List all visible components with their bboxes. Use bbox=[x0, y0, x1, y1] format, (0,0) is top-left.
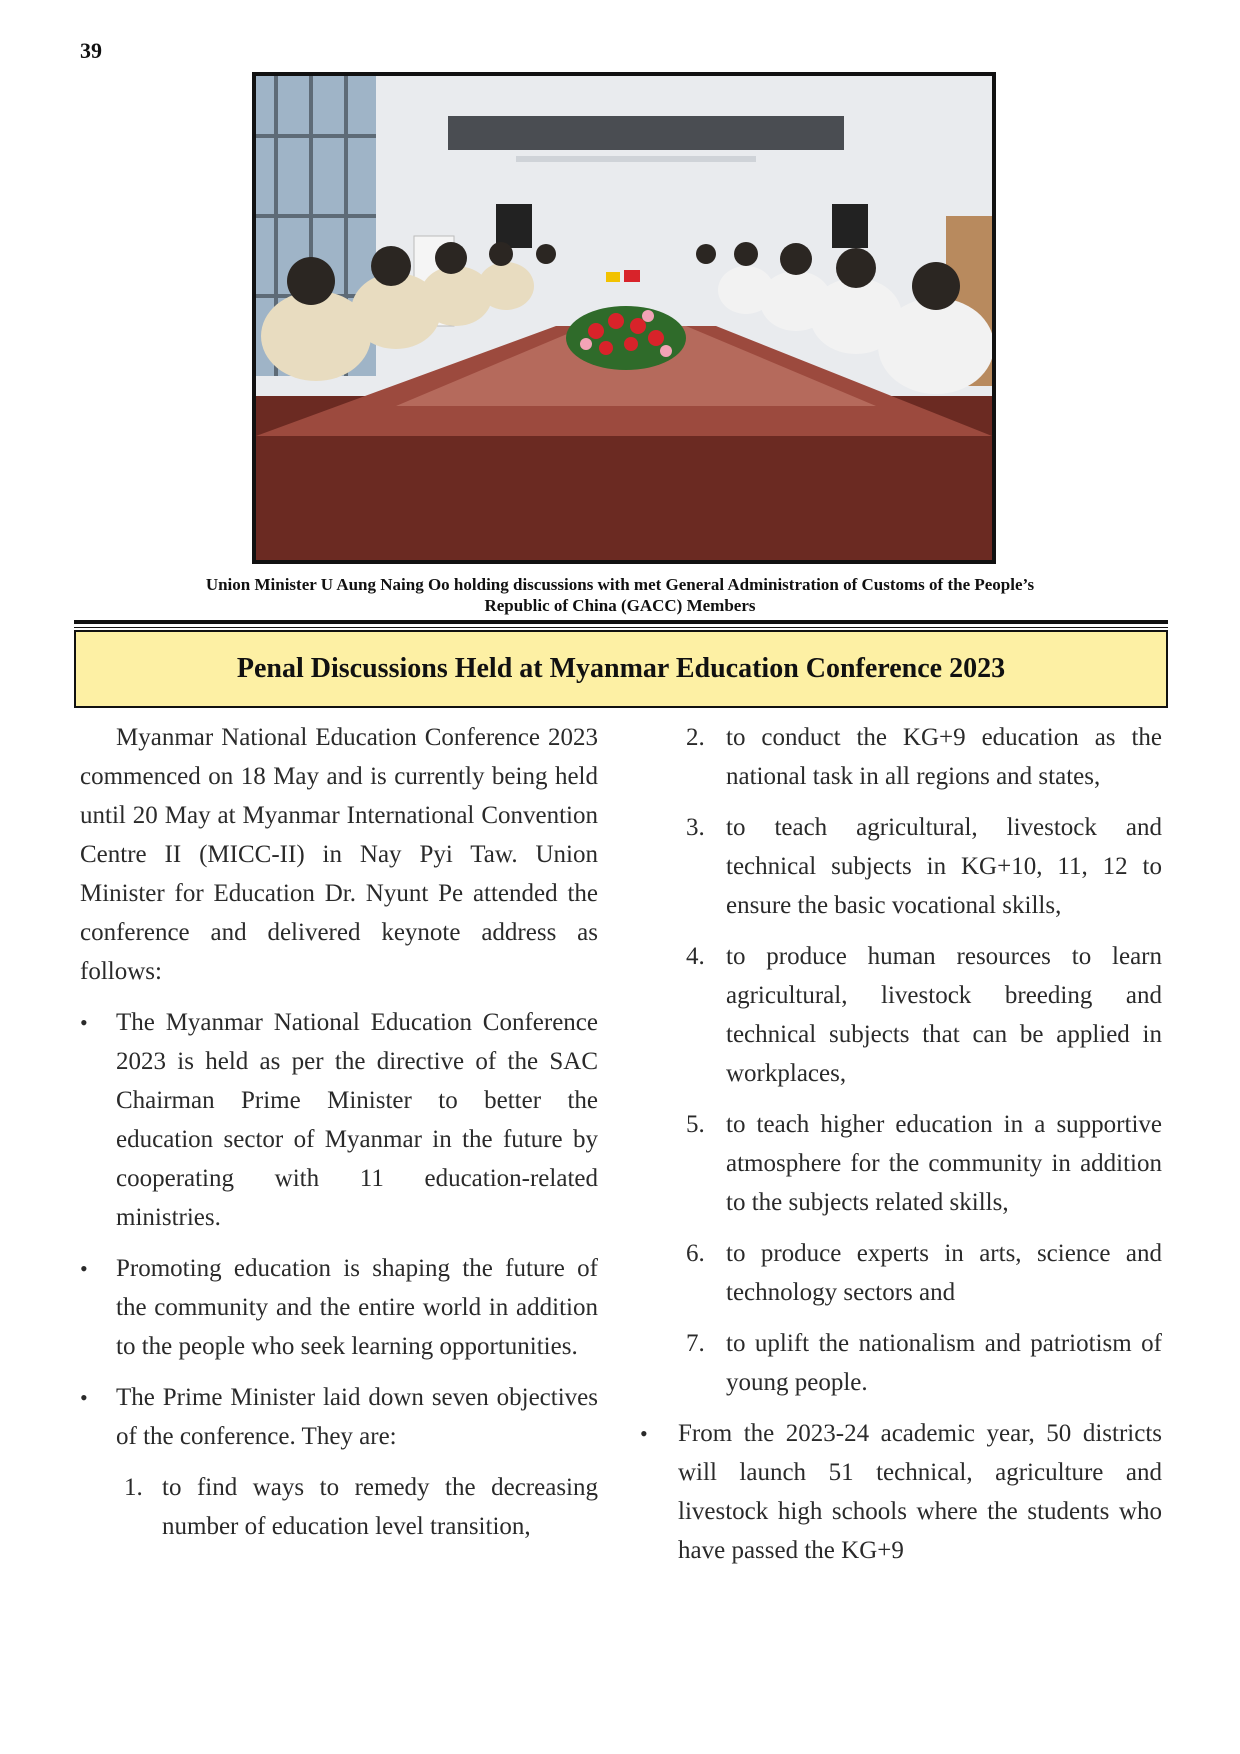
bullet-symbol: • bbox=[80, 1256, 88, 1281]
bullet-symbol: • bbox=[80, 1010, 88, 1035]
objective-number: 4. bbox=[686, 943, 705, 970]
objective-number: 2. bbox=[686, 724, 705, 751]
objective-number: 7. bbox=[686, 1330, 705, 1357]
photo-caption bbox=[90, 574, 1150, 616]
objective-item bbox=[640, 937, 1162, 1093]
objective-item bbox=[80, 1468, 598, 1546]
bullet-item bbox=[80, 1249, 598, 1366]
bullet-item bbox=[80, 1003, 598, 1237]
objective-text: to produce experts in arts, science and technology sectors and bbox=[726, 1240, 1162, 1306]
objective-text: to teach agricultural, livestock and technical subjects in KG+10, 11, 12 to ensure the basic vocational skills, bbox=[726, 814, 1162, 919]
bullet-text: Promoting education is shaping the future of the community and the entire world in addition to the people who seek learning opportunities. bbox=[116, 1255, 598, 1360]
objective-number: 3. bbox=[686, 814, 705, 841]
objective-item bbox=[640, 808, 1162, 925]
objective-text: to find ways to remedy the decreasing number of education level transition, bbox=[162, 1474, 598, 1540]
divider-thin bbox=[74, 627, 1168, 628]
objective-number: 5. bbox=[686, 1111, 705, 1138]
bullet-text: The Prime Minister laid down seven objectives of the conference. They are: bbox=[116, 1384, 598, 1450]
bullet-item bbox=[640, 1414, 1162, 1570]
right-column bbox=[640, 718, 1162, 1570]
bullet-text: The Myanmar National Education Conference 2023 is held as per the directive of the SAC Chairman Prime Minister to better the education sector of Myanmar in the future by cooperating with 11 education-related ministries. bbox=[116, 1009, 598, 1231]
objective-text: to teach higher education in a supportive atmosphere for the community in addition to the subjects related skills, bbox=[726, 1111, 1162, 1216]
objective-text: to uplift the nationalism and patriotism of young people. bbox=[726, 1330, 1162, 1396]
objective-number: 1. bbox=[124, 1474, 143, 1501]
objective-item bbox=[640, 718, 1162, 796]
objective-text: to produce human resources to learn agricultural, livestock breeding and technical subjects that can be applied in workplaces, bbox=[726, 943, 1162, 1087]
objective-item bbox=[640, 1324, 1162, 1402]
meeting-photo-illustration bbox=[256, 76, 992, 560]
intro-paragraph: Myanmar National Education Conference 2023 commenced on 18 May and is currently being held until 20 May at Myanmar International Convention Centre II (MICC-II) in Nay Pyi Taw. Union Minister for Education Dr. Nyunt Pe attended the conference and delivered keynote address as follows: bbox=[80, 724, 598, 985]
objective-text: to conduct the KG+9 education as the national task in all regions and states, bbox=[726, 724, 1162, 790]
objective-item bbox=[640, 1105, 1162, 1222]
headline-box bbox=[74, 630, 1168, 708]
left-column bbox=[80, 718, 598, 1546]
objective-item bbox=[640, 1234, 1162, 1312]
bullet-symbol: • bbox=[640, 1421, 648, 1446]
article-headline: Penal Discussions Held at Myanmar Education Conference 2023 bbox=[236, 653, 1006, 684]
divider-thick bbox=[74, 620, 1168, 624]
photo-caption-line-1: Union Minister U Aung Naing Oo holding discussions with met General Administration of Customs of the People’s bbox=[205, 575, 1035, 594]
page-number: 39 bbox=[80, 38, 102, 63]
meeting-photo bbox=[252, 72, 996, 564]
bullet-symbol: • bbox=[80, 1385, 88, 1410]
objective-number: 6. bbox=[686, 1240, 705, 1267]
bullet-item bbox=[80, 1378, 598, 1456]
bullet-text: From the 2023-24 academic year, 50 districts will launch 51 technical, agriculture and livestock high schools where the students who have passed the KG+9 bbox=[678, 1420, 1162, 1564]
photo-caption-line-2: Republic of China (GACC) Members bbox=[484, 596, 756, 615]
